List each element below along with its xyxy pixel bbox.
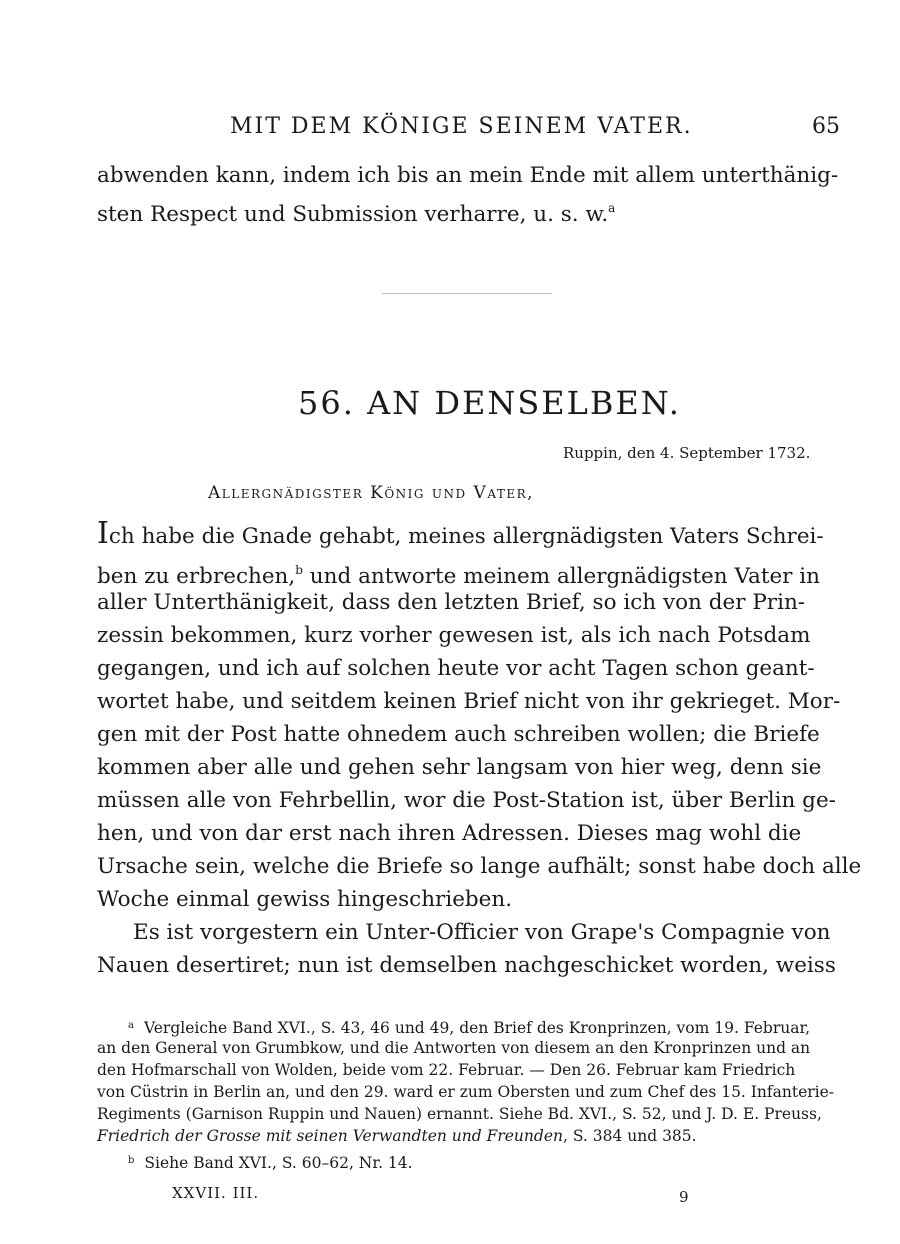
continuation-line-1: abwenden kann, indem ich bis an mein Ende mit allem unterthänig- <box>97 163 839 188</box>
para1-line-1 <box>97 516 824 553</box>
page-number: 65 <box>812 114 840 139</box>
footnote-a-line-1-text: Vergleiche Band XVI., S. 43, 46 und 49, den Brief des Kronprinzen, vom 19. Februar, <box>143 1019 811 1037</box>
para1-line-9: müssen alle von Fehrbellin, wor die Post-Station ist, über Berlin ge- <box>97 788 836 813</box>
footnote-ref-b: b <box>295 563 303 577</box>
letter-heading: 56. AN DENSELBEN. <box>298 384 681 422</box>
footnote-a-line-3: den Hofmarschall von Wolden, beide vom 22. Februar. — Den 26. Februar kam Friedrich <box>97 1061 796 1079</box>
signature-mark: XXVII. III. <box>172 1184 260 1202</box>
footnote-b <box>128 1150 413 1174</box>
para1-line-2-b: und antworte meinem allergnädigsten Vater in <box>302 564 821 589</box>
drop-initial: I <box>97 516 109 551</box>
para1-line-12: Woche einmal gewiss hingeschrieben. <box>97 887 513 912</box>
para2-line-1: Es ist vorgestern ein Unter-Officier von Grape's Compagnie von <box>133 920 831 945</box>
sheet-number: 9 <box>679 1188 689 1206</box>
para2-line-2: Nauen desertiret; nun ist demselben nachgeschicket worden, weiss <box>97 953 836 978</box>
para1-line-6: wortet habe, und seitdem keinen Brief nicht von ihr gekrieget. Mor- <box>97 689 841 714</box>
salutation: Allergnädigster König und Vater, <box>208 483 535 503</box>
footnote-a-line-5: Regiments (Garnison Ruppin und Nauen) ernannt. Siehe Bd. XVI., S. 52, und J. D. E. Preuss, <box>97 1105 822 1123</box>
para1-line-1-text: ch habe die Gnade gehabt, meines allergnädigsten Vaters Schrei- <box>108 524 824 549</box>
footnote-a-line-2: an den General von Grumbkow, und die Antworten von diesem an den Kronprinzen und an <box>97 1039 811 1057</box>
footnote-a-line-4: von Cüstrin in Berlin an, und den 29. ward er zum Obersten und zum Chef des 15. Infanterie- <box>97 1083 835 1101</box>
section-divider <box>382 293 552 294</box>
place-date: Ruppin, den 4. September 1732. <box>563 444 811 462</box>
footnote-a-mark: a <box>128 1020 134 1031</box>
footnote-a-line-6 <box>97 1125 697 1147</box>
footnote-a-book-title: Friedrich der Grosse mit seinen Verwandten und Freunden <box>97 1127 563 1145</box>
para1-line-2-a: ben zu erbrechen, <box>97 564 296 589</box>
footnote-b-mark: b <box>128 1155 135 1166</box>
footnote-a-line-6-tail: , S. 384 und 385. <box>562 1127 697 1145</box>
para1-line-4: zessin bekommen, kurz vorher gewesen ist, als ich nach Potsdam <box>97 623 811 648</box>
running-title: MIT DEM KÖNIGE SEINEM VATER. <box>230 114 693 139</box>
para1-line-10: hen, und von dar erst nach ihren Adressen. Dieses mag wohl die <box>97 821 802 846</box>
para1-line-3: aller Unterthänigkeit, dass den letzten Brief, so ich von der Prin- <box>97 590 806 615</box>
footnote-b-text: Siehe Band XVI., S. 60–62, Nr. 14. <box>144 1154 413 1172</box>
footnote-a-line-1 <box>128 1015 810 1039</box>
para1-line-7: gen mit der Post hatte ohnedem auch schreiben wollen; die Briefe <box>97 722 820 747</box>
continuation-line-2-text: sten Respect und Submission verharre, u. s. w. <box>97 202 609 227</box>
footnote-ref-a: a <box>608 201 616 215</box>
continuation-line-2 <box>97 192 615 231</box>
para1-line-8: kommen aber alle und gehen sehr langsam von hier weg, denn sie <box>97 755 822 780</box>
para1-line-11: Ursache sein, welche die Briefe so lange aufhält; sonst habe doch alle <box>97 854 862 879</box>
para1-line-5: gegangen, und ich auf solchen heute vor acht Tagen schon geant- <box>97 656 815 681</box>
